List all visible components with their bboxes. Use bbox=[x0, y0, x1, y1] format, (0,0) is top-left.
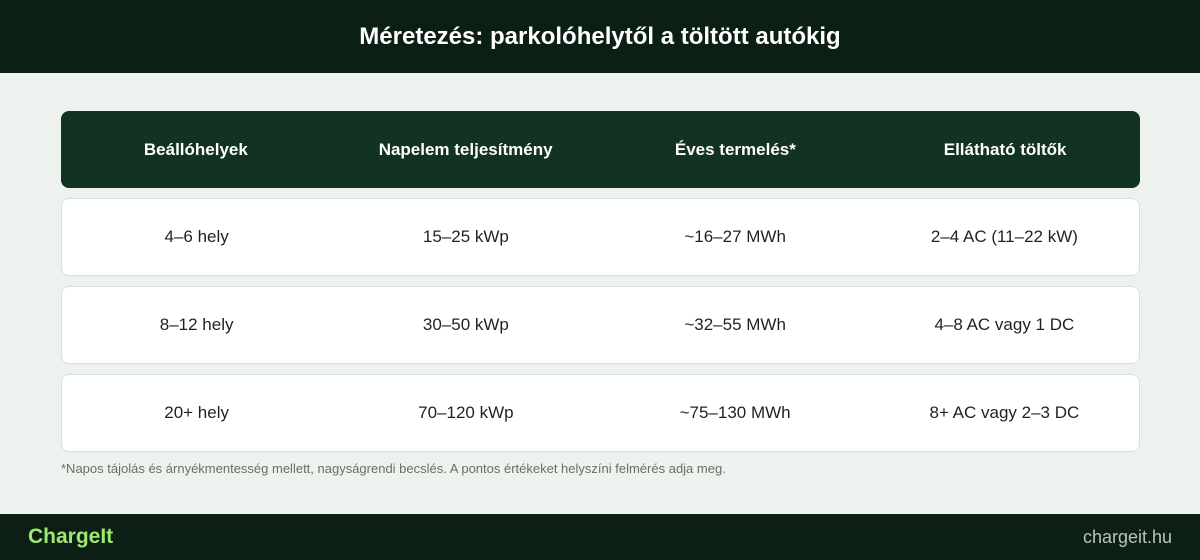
column-header-parking-spots: Beállóhelyek bbox=[143, 139, 248, 159]
column-header-solar-power: Napelem teljesítmény bbox=[378, 139, 553, 159]
cell-parking-spots: 8–12 hely bbox=[159, 315, 234, 334]
table-row bbox=[61, 374, 1140, 452]
table-row bbox=[61, 198, 1140, 276]
column-header-chargers: Ellátható töltők bbox=[943, 139, 1067, 159]
site-url-link[interactable]: chargeit.hu bbox=[1082, 526, 1172, 547]
footnote: *Napos tájolás és árnyékmentesség mellett, nagyságrendi becslés. A pontos értékeket helyszíni felmérés adja meg. bbox=[61, 461, 726, 476]
footer-bar bbox=[0, 514, 1200, 560]
cell-parking-spots: 4–6 hely bbox=[164, 227, 229, 246]
cell-chargers: 2–4 AC (11–22 kW) bbox=[930, 227, 1078, 246]
sizing-table bbox=[61, 111, 1140, 452]
cell-solar-power: 30–50 kWp bbox=[422, 315, 509, 334]
table-row bbox=[61, 286, 1140, 364]
cell-annual-production: ~16–27 MWh bbox=[684, 227, 786, 246]
cell-annual-production: ~32–55 MWh bbox=[684, 315, 786, 334]
brand-logo[interactable]: ChargeIt bbox=[28, 525, 114, 548]
cell-solar-power: 15–25 kWp bbox=[422, 227, 509, 246]
header-bar bbox=[0, 0, 1200, 73]
page-title: Méretezés: parkolóhelytől a töltött autókig bbox=[359, 22, 841, 50]
cell-solar-power: 70–120 kWp bbox=[418, 403, 514, 422]
cell-annual-production: ~75–130 MWh bbox=[679, 403, 791, 422]
cell-chargers: 4–8 AC vagy 1 DC bbox=[934, 315, 1075, 334]
cell-chargers: 8+ AC vagy 2–3 DC bbox=[929, 403, 1080, 422]
table-header bbox=[61, 111, 1140, 188]
cell-parking-spots: 20+ hely bbox=[164, 403, 229, 422]
column-header-annual-production: Éves termelés* bbox=[674, 139, 796, 159]
